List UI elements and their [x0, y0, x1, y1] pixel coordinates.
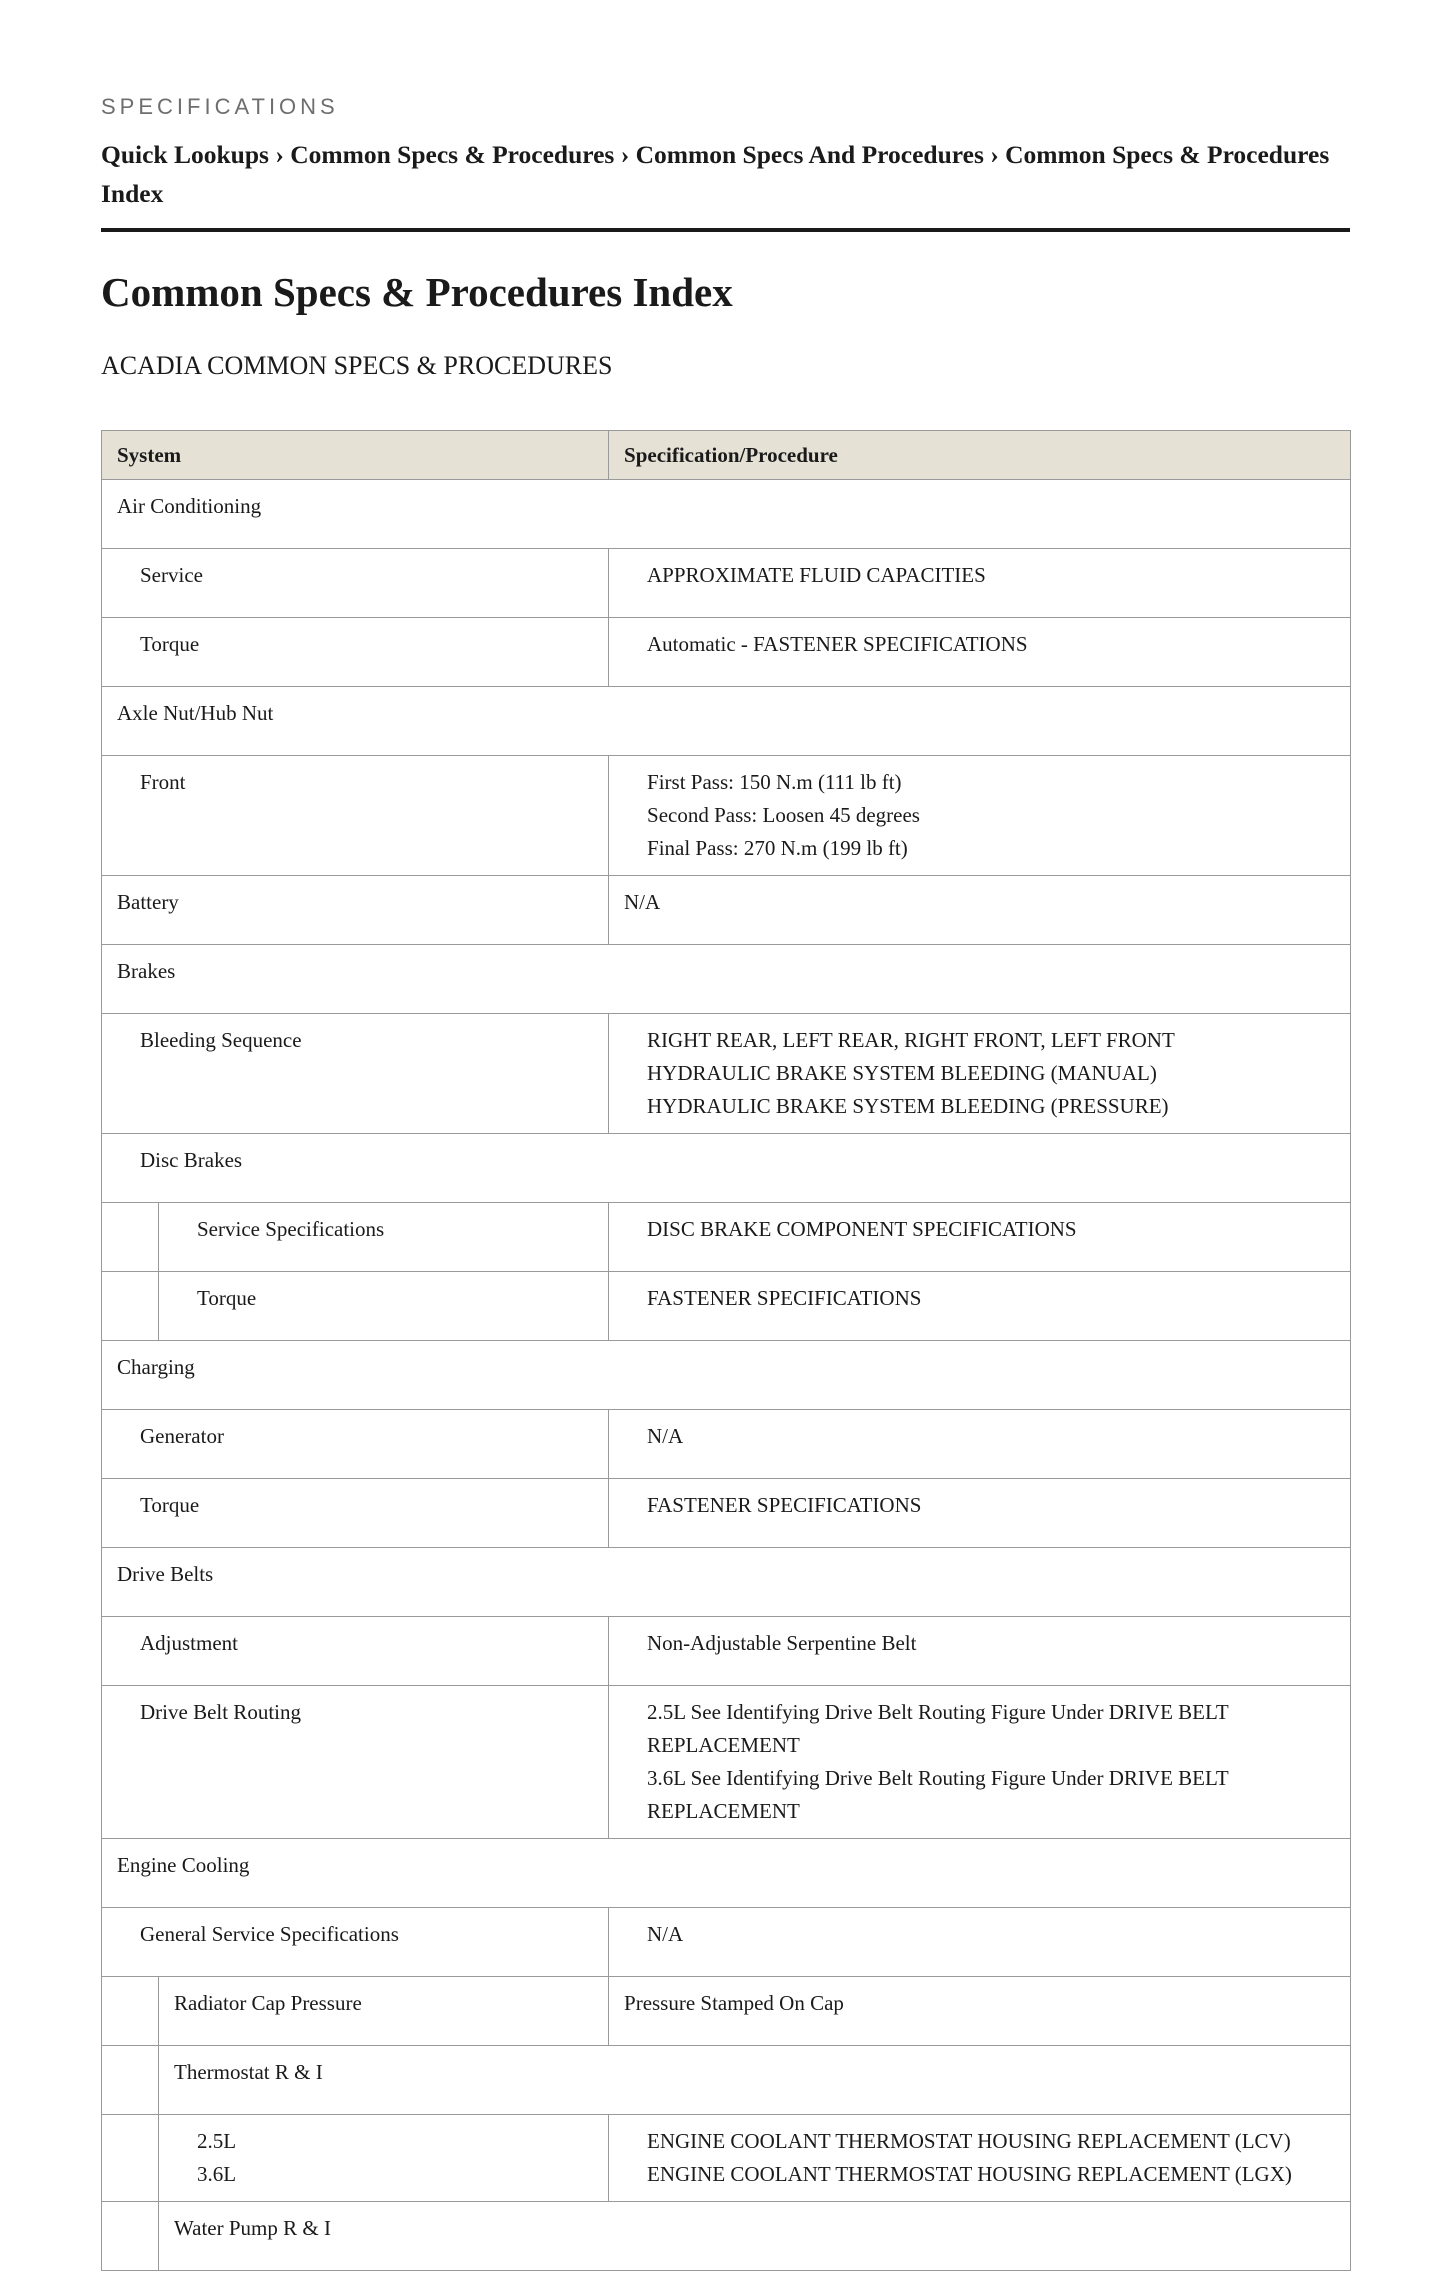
- spec-cell: FASTENER SPECIFICATIONS: [609, 1272, 1351, 1341]
- spec-cell: FASTENER SPECIFICATIONS: [609, 1479, 1351, 1548]
- table-row: [102, 1410, 1351, 1479]
- table-row: [102, 1977, 1351, 2046]
- system-cell: Water Pump R & I: [159, 2202, 1351, 2271]
- indent-cell: [102, 1977, 159, 2046]
- system-cell: Adjustment: [102, 1617, 609, 1686]
- spec-line: First Pass: 150 N.m (111 lb ft): [647, 770, 902, 794]
- table-row: [102, 1686, 1351, 1839]
- table-row: [102, 1839, 1351, 1908]
- indent-cell: [102, 1272, 159, 1341]
- system-cell: Brakes: [102, 945, 1351, 1014]
- table-row: [102, 1617, 1351, 1686]
- page-subtitle: ACADIA COMMON SPECS & PROCEDURES: [101, 351, 613, 380]
- system-cell: Axle Nut/Hub Nut: [102, 687, 1351, 756]
- table-row: [102, 2046, 1351, 2115]
- breadcrumb: Quick Lookups › Common Specs & Procedures › Common Specs And Procedures › Common Specs & Procedures Index: [101, 140, 1330, 208]
- system-cell: Engine Cooling: [102, 1839, 1351, 1908]
- table-row: [102, 756, 1351, 876]
- table-row: [102, 618, 1351, 687]
- spec-cell: Pressure Stamped On Cap: [609, 1977, 1351, 2046]
- spec-cell: N/A: [609, 1410, 1351, 1479]
- spec-cell: Automatic - FASTENER SPECIFICATIONS: [609, 618, 1351, 687]
- page-title: Common Specs & Procedures Index: [101, 269, 733, 315]
- system-cell: Charging: [102, 1341, 1351, 1410]
- indent-cell: [102, 1203, 159, 1272]
- system-cell: Torque: [102, 618, 609, 687]
- spec-line: Second Pass: Loosen 45 degrees: [647, 803, 920, 827]
- spec-line: RIGHT REAR, LEFT REAR, RIGHT FRONT, LEFT FRONT: [647, 1028, 1175, 1052]
- spec-cell: APPROXIMATE FLUID CAPACITIES: [609, 549, 1351, 618]
- table-row: [102, 1548, 1351, 1617]
- system-cell: Drive Belt Routing: [102, 1686, 609, 1839]
- spec-cell: N/A: [609, 1908, 1351, 1977]
- system-cell: General Service Specifications: [102, 1908, 609, 1977]
- spec-line: ENGINE COOLANT THERMOSTAT HOUSING REPLACEMENT (LGX): [647, 2162, 1292, 2186]
- spec-cell: [609, 2115, 1351, 2202]
- table-row: [102, 1134, 1351, 1203]
- table-row: [102, 549, 1351, 618]
- spec-cell: N/A: [609, 876, 1351, 945]
- spec-line: HYDRAULIC BRAKE SYSTEM BLEEDING (MANUAL): [647, 1061, 1157, 1085]
- section-label: SPECIFICATIONS: [101, 94, 339, 119]
- spec-line: 3.6L See Identifying Drive Belt Routing Figure Under DRIVE BELT REPLACEMENT: [647, 1766, 1229, 1823]
- spec-cell: Non-Adjustable Serpentine Belt: [609, 1617, 1351, 1686]
- spec-cell: [609, 1014, 1351, 1134]
- table-row: [102, 1272, 1351, 1341]
- indent-cell: [102, 2115, 159, 2202]
- system-line: 3.6L: [197, 2162, 237, 2186]
- spec-cell: [609, 1686, 1351, 1839]
- column-header-spec: Specification/Procedure: [609, 431, 1351, 480]
- table-row: [102, 687, 1351, 756]
- table-row: [102, 1341, 1351, 1410]
- spec-line: 2.5L See Identifying Drive Belt Routing Figure Under DRIVE BELT REPLACEMENT: [647, 1700, 1229, 1757]
- system-cell: Battery: [102, 876, 609, 945]
- system-cell: Drive Belts: [102, 1548, 1351, 1617]
- system-cell: [159, 2115, 609, 2202]
- spec-line: HYDRAULIC BRAKE SYSTEM BLEEDING (PRESSURE): [647, 1094, 1169, 1118]
- spec-line: Final Pass: 270 N.m (199 lb ft): [647, 836, 908, 860]
- spec-cell: DISC BRAKE COMPONENT SPECIFICATIONS: [609, 1203, 1351, 1272]
- table-row: [102, 1479, 1351, 1548]
- system-line: 2.5L: [197, 2129, 237, 2153]
- table-row: [102, 1908, 1351, 1977]
- system-cell: Service: [102, 549, 609, 618]
- column-header-system: System: [102, 431, 609, 480]
- specs-table: [101, 430, 1351, 2271]
- header-divider: [101, 228, 1350, 232]
- table-row: [102, 480, 1351, 549]
- table-row: [102, 2202, 1351, 2271]
- system-cell: Air Conditioning: [102, 480, 1351, 549]
- system-cell: Generator: [102, 1410, 609, 1479]
- system-cell: Front: [102, 756, 609, 876]
- system-cell: Disc Brakes: [102, 1134, 1351, 1203]
- system-cell: Thermostat R & I: [159, 2046, 1351, 2115]
- table-row: [102, 876, 1351, 945]
- system-cell: Torque: [159, 1272, 609, 1341]
- table-row: [102, 945, 1351, 1014]
- table-header-row: [102, 431, 1351, 480]
- indent-cell: [102, 2046, 159, 2115]
- indent-cell: [102, 2202, 159, 2271]
- table-row: [102, 2115, 1351, 2202]
- system-cell: Torque: [102, 1479, 609, 1548]
- system-cell: Bleeding Sequence: [102, 1014, 609, 1134]
- spec-line: ENGINE COOLANT THERMOSTAT HOUSING REPLACEMENT (LCV): [647, 2129, 1291, 2153]
- system-cell: Radiator Cap Pressure: [159, 1977, 609, 2046]
- table-row: [102, 1203, 1351, 1272]
- system-cell: Service Specifications: [159, 1203, 609, 1272]
- spec-cell: [609, 756, 1351, 876]
- table-row: [102, 1014, 1351, 1134]
